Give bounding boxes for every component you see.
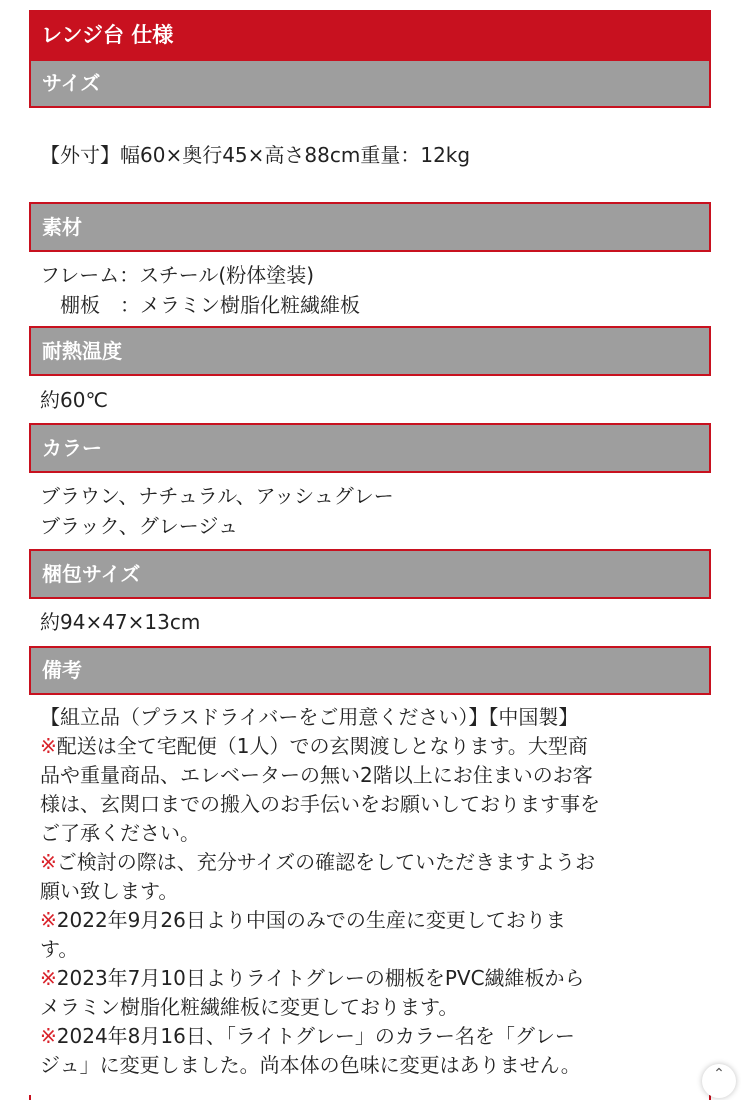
note-1: ※配送は全て宅配便（1人）での玄関渡しとなります。大型商 (40, 734, 588, 758)
color-line-1: ブラウン、ナチュラル、アッシュグレー (40, 484, 394, 508)
section-body-package (29, 599, 711, 647)
note-mark: ※ (40, 1024, 57, 1048)
notes-intro: 【組立品（プラスドライバーをご用意ください）】【中国製】 (40, 705, 579, 729)
section-header-notes: 備考 (29, 646, 711, 695)
package-text: 約94×47×13cm (40, 610, 201, 634)
note-3: ※2022年9月26日より中国のみでの生産に変更しておりま (40, 908, 566, 932)
section-header-size: サイズ (29, 59, 711, 108)
note-4-cont: メラミン樹脂化粧繊維板に変更しております。 (40, 995, 459, 1019)
note-mark: ※ (40, 908, 57, 932)
section-header-heat: 耐熱温度 (29, 326, 711, 376)
note-3-cont: す。 (40, 937, 79, 961)
section-body-notes (29, 695, 711, 1095)
material-frame: フレーム：スチール(粉体塗装) (40, 263, 315, 287)
section-body-material (29, 252, 711, 327)
scroll-to-top-button[interactable] (702, 1064, 736, 1098)
note-mark: ※ (40, 734, 57, 758)
note-mark: ※ (40, 966, 57, 990)
chevron-up-icon: ⌃ (713, 1066, 725, 1082)
size-text: 【外寸】幅60×奥行45×高さ88cm重量：12kg (40, 143, 471, 167)
section-header-color: カラー (29, 423, 711, 473)
note-mark: ※ (40, 850, 57, 874)
note-1-cont: 品や重量商品、エレベーターの無い2階以上にお住まいのお客 (40, 763, 593, 787)
note-1-cont: ご了承ください。 (40, 821, 200, 845)
color-line-2: ブラック、グレージュ (40, 514, 238, 538)
heat-text: 約60℃ (40, 388, 108, 412)
note-5-cont: ジュ」に変更しました。尚本体の色味に変更はありません。 (40, 1053, 581, 1077)
section-body-size (29, 108, 711, 203)
note-1-cont: 様は、玄関口までの搬入のお手伝いをお願いしております事を (40, 792, 600, 816)
section-header-package: 梱包サイズ (29, 549, 711, 599)
note-4: ※2023年7月10日よりライトグレーの棚板をPVC繊維板から (40, 966, 585, 990)
note-2: ※ご検討の際は、充分サイズの確認をしていただきますようお (40, 850, 596, 874)
note-5: ※2024年8月16日、「ライトグレー」のカラー名を「グレー (40, 1024, 575, 1048)
section-body-heat (29, 376, 711, 424)
section-body-color (29, 473, 711, 550)
note-2-cont: 願い致します。 (40, 879, 179, 903)
spec-title: レンジ台 仕様 (29, 10, 711, 60)
section-header-material: 素材 (29, 202, 711, 252)
material-shelf: 棚板 ：メラミン樹脂化粧繊維板 (40, 293, 360, 317)
